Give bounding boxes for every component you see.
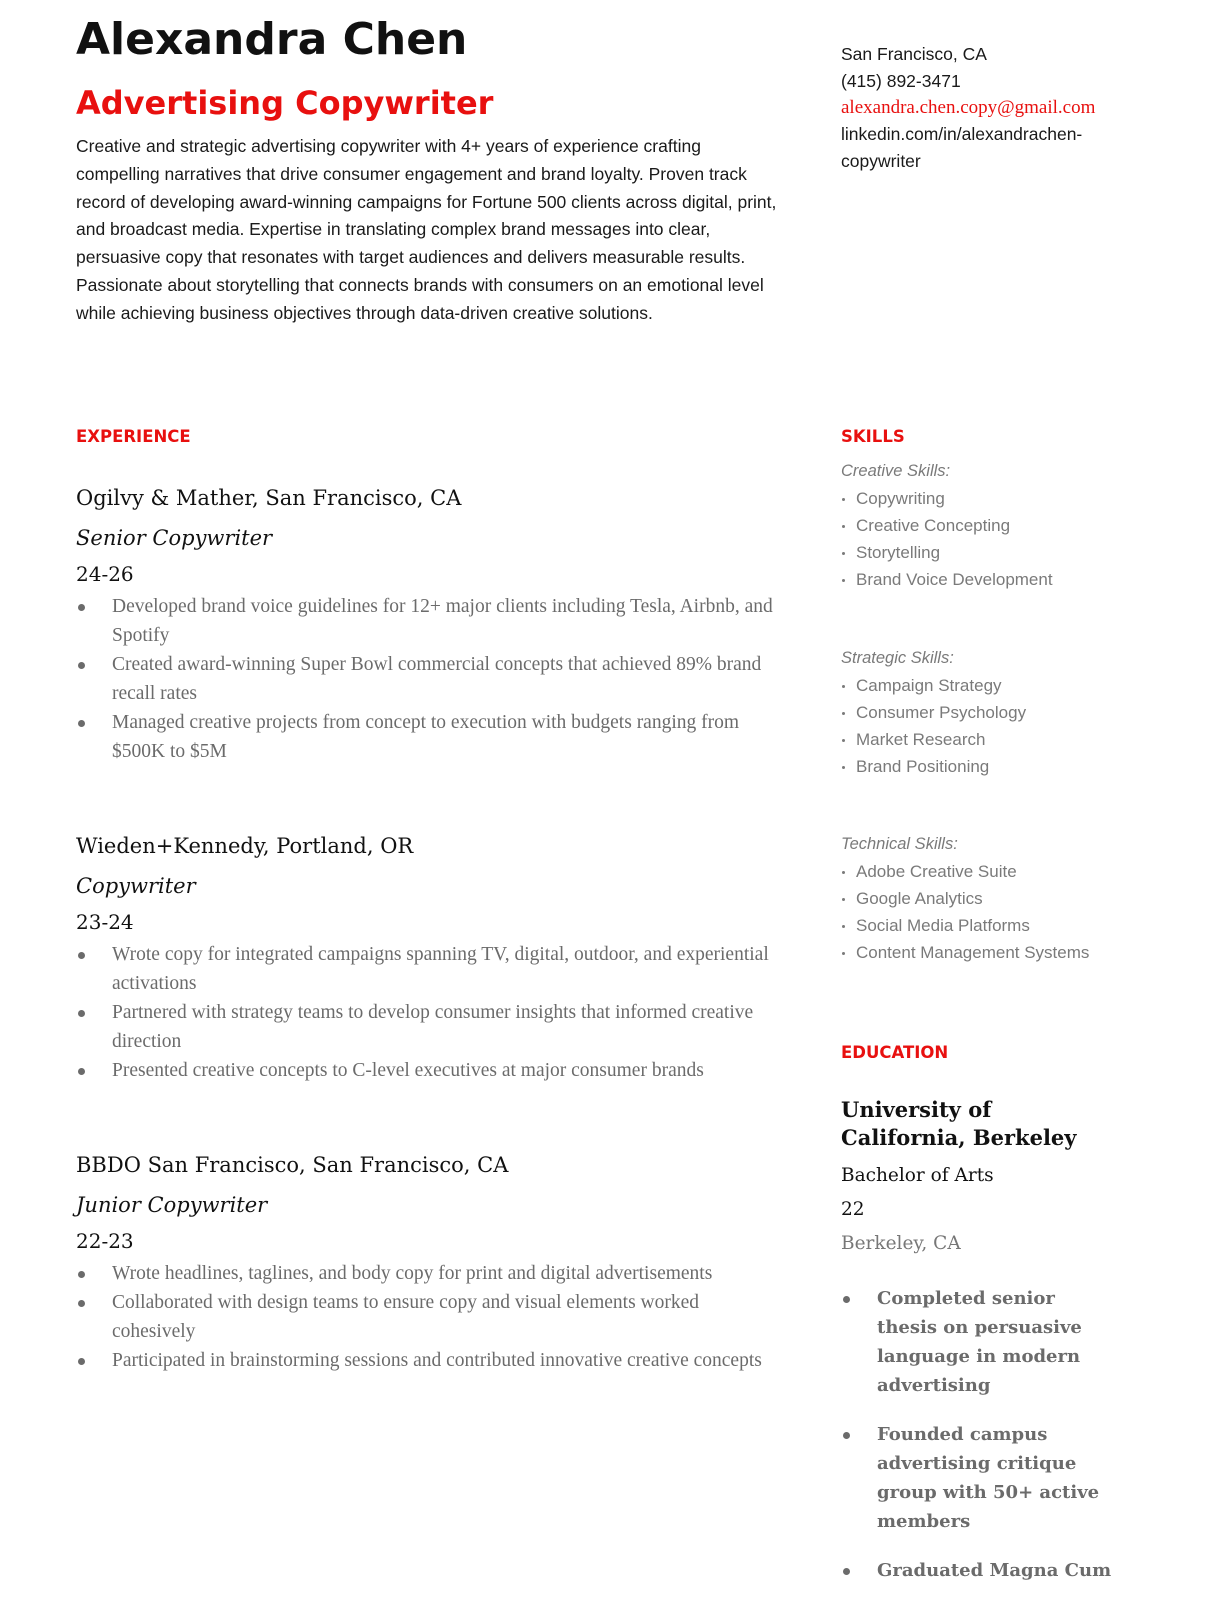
skill-list xyxy=(841,858,1131,966)
skill-item xyxy=(841,885,1131,912)
education-bullet xyxy=(841,1284,1121,1400)
bullet-text: Completed senior thesis on persuasive language in modern advertising xyxy=(877,1288,1082,1396)
bullet-icon xyxy=(842,685,845,688)
job-bullet xyxy=(76,1259,786,1288)
bullet-icon xyxy=(78,604,85,611)
job-company: Wieden+Kennedy, Portland, OR xyxy=(76,834,414,858)
bullet-text: Developed brand voice guidelines for 12+ major clients including Tesla, Airbnb, and Spotify xyxy=(112,596,773,646)
education-degree: Bachelor of Arts xyxy=(841,1165,994,1186)
job-title: Advertising Copywriter xyxy=(76,84,494,122)
education-year: 22 xyxy=(841,1199,865,1220)
job-entry-wieden-kennedy xyxy=(76,830,786,1085)
bullet-icon xyxy=(843,1296,850,1303)
job-bullet xyxy=(76,708,786,766)
skill-group-label: Technical Skills: xyxy=(841,835,958,853)
bullet-icon xyxy=(843,1568,850,1575)
bullet-text: Graduated Magna Cum xyxy=(877,1560,1112,1581)
skill-text: Social Media Platforms xyxy=(856,916,1030,935)
skill-text: Brand Positioning xyxy=(856,757,990,776)
bullet-icon xyxy=(842,739,845,742)
bullet-icon xyxy=(842,766,845,769)
bullet-icon xyxy=(78,1300,85,1307)
skill-text: Creative Concepting xyxy=(856,516,1011,535)
skill-text: Market Research xyxy=(856,730,986,749)
contact-location: San Francisco, CA xyxy=(841,44,987,64)
skill-item xyxy=(841,726,1131,753)
bullet-icon xyxy=(842,525,845,528)
bullet-icon xyxy=(78,1068,85,1075)
education-bullets xyxy=(841,1284,1121,1585)
skill-text: Consumer Psychology xyxy=(856,703,1027,722)
education-location: Berkeley, CA xyxy=(841,1233,961,1254)
job-role: Senior Copywriter xyxy=(76,526,273,550)
job-entry-bbdo xyxy=(76,1149,786,1375)
skill-item xyxy=(841,485,1131,512)
job-bullets xyxy=(76,940,786,1085)
job-bullets xyxy=(76,592,786,766)
bullet-icon xyxy=(842,579,845,582)
bullet-icon xyxy=(842,952,845,955)
education-entry xyxy=(841,1096,1121,1605)
contact-email-link[interactable]: alexandra.chen.copy@gmail.com xyxy=(841,97,1096,118)
bullet-icon xyxy=(842,552,845,555)
bullet-icon xyxy=(78,662,85,669)
bullet-text: Presented creative concepts to C-level executives at major consumer brands xyxy=(112,1060,704,1081)
job-company: Ogilvy & Mather, San Francisco, CA xyxy=(76,486,462,510)
candidate-name: Alexandra Chen xyxy=(76,14,468,65)
bullet-text: Managed creative projects from concept to execution with budgets ranging from $500K to $5M xyxy=(112,712,740,762)
education-bullet xyxy=(841,1556,1121,1585)
skill-text: Campaign Strategy xyxy=(856,676,1002,695)
skill-group-creative xyxy=(841,458,1131,593)
bullet-icon xyxy=(842,498,845,501)
skill-group-strategic xyxy=(841,645,1131,780)
job-dates: 22-23 xyxy=(76,1229,134,1253)
bullet-text: Wrote copy for integrated campaigns spanning TV, digital, outdoor, and experiential activations xyxy=(112,944,769,994)
job-bullet xyxy=(76,1056,786,1085)
job-bullet xyxy=(76,650,786,708)
bullet-icon xyxy=(842,871,845,874)
skill-list xyxy=(841,672,1131,780)
job-dates: 24-26 xyxy=(76,562,134,586)
contact-phone: (415) 892-3471 xyxy=(841,71,961,91)
education-bullet xyxy=(841,1420,1121,1536)
job-entry-ogilvy xyxy=(76,482,786,766)
job-bullet xyxy=(76,1346,786,1375)
bullet-icon xyxy=(843,1432,850,1439)
bullet-text: Wrote headlines, taglines, and body copy for print and digital advertisements xyxy=(112,1263,713,1284)
skill-text: Storytelling xyxy=(856,543,941,562)
skill-item xyxy=(841,672,1131,699)
education-school: University of California, Berkeley xyxy=(841,1097,1077,1150)
skill-group-label: Strategic Skills: xyxy=(841,649,954,667)
skill-item xyxy=(841,539,1131,566)
contact-info xyxy=(841,41,1111,175)
skill-item xyxy=(841,939,1131,966)
skill-group-label: Creative Skills: xyxy=(841,462,951,480)
skill-item xyxy=(841,566,1131,593)
job-bullet xyxy=(76,1288,786,1346)
skills-heading: SKILLS xyxy=(841,427,905,446)
bullet-icon xyxy=(78,952,85,959)
bullet-text: Collaborated with design teams to ensure copy and visual elements worked cohesively xyxy=(112,1292,700,1342)
job-bullet xyxy=(76,592,786,650)
job-role: Junior Copywriter xyxy=(76,1193,268,1217)
skill-text: Brand Voice Development xyxy=(856,570,1053,589)
bullet-icon xyxy=(842,925,845,928)
bullet-text: Created award-winning Super Bowl commercial concepts that achieved 89% brand recall rates xyxy=(112,654,762,704)
bullet-icon xyxy=(78,1010,85,1017)
bullet-icon xyxy=(842,712,845,715)
experience-heading: EXPERIENCE xyxy=(76,427,191,446)
bullet-icon xyxy=(78,1271,85,1278)
job-dates: 23-24 xyxy=(76,910,134,934)
bullet-text: Partnered with strategy teams to develop consumer insights that informed creative direction xyxy=(112,1002,754,1052)
skill-item xyxy=(841,858,1131,885)
skill-item xyxy=(841,699,1131,726)
bullet-text: Founded campus advertising critique group with 50+ active members xyxy=(877,1424,1100,1532)
skill-text: Google Analytics xyxy=(856,889,983,908)
bullet-icon xyxy=(78,720,85,727)
job-bullets xyxy=(76,1259,786,1375)
bullet-text: Participated in brainstorming sessions and contributed innovative creative concepts xyxy=(112,1350,762,1371)
skill-text: Copywriting xyxy=(856,489,945,508)
job-bullet xyxy=(76,998,786,1056)
skill-text: Adobe Creative Suite xyxy=(856,862,1017,881)
job-role: Copywriter xyxy=(76,874,196,898)
job-company: BBDO San Francisco, San Francisco, CA xyxy=(76,1153,509,1177)
skill-list xyxy=(841,485,1131,593)
contact-linkedin-link[interactable]: linkedin.com/in/alexandrachen-copywriter xyxy=(841,124,1083,171)
skill-group-technical xyxy=(841,831,1131,966)
skill-item xyxy=(841,512,1131,539)
bullet-icon xyxy=(842,898,845,901)
bullet-icon xyxy=(78,1358,85,1365)
professional-summary: Creative and strategic advertising copywriter with 4+ years of experience crafting compelling narratives that drive consumer engagement and brand loyalty. Proven track record of developing award-winning campaigns for Fortune 500 clients across digital, print, and broadcast media. Expertise in translating complex brand messages into clear, persuasive copy that resonates with target audiences and delivers measurable results. Passionate about storytelling that connects brands with consumers on an emotional level while achieving business objectives through data-driven creative solutions. xyxy=(76,136,777,323)
skill-item xyxy=(841,912,1131,939)
skill-text: Content Management Systems xyxy=(856,943,1090,962)
education-heading: EDUCATION xyxy=(841,1043,949,1062)
job-bullet xyxy=(76,940,786,998)
skill-item xyxy=(841,753,1131,780)
